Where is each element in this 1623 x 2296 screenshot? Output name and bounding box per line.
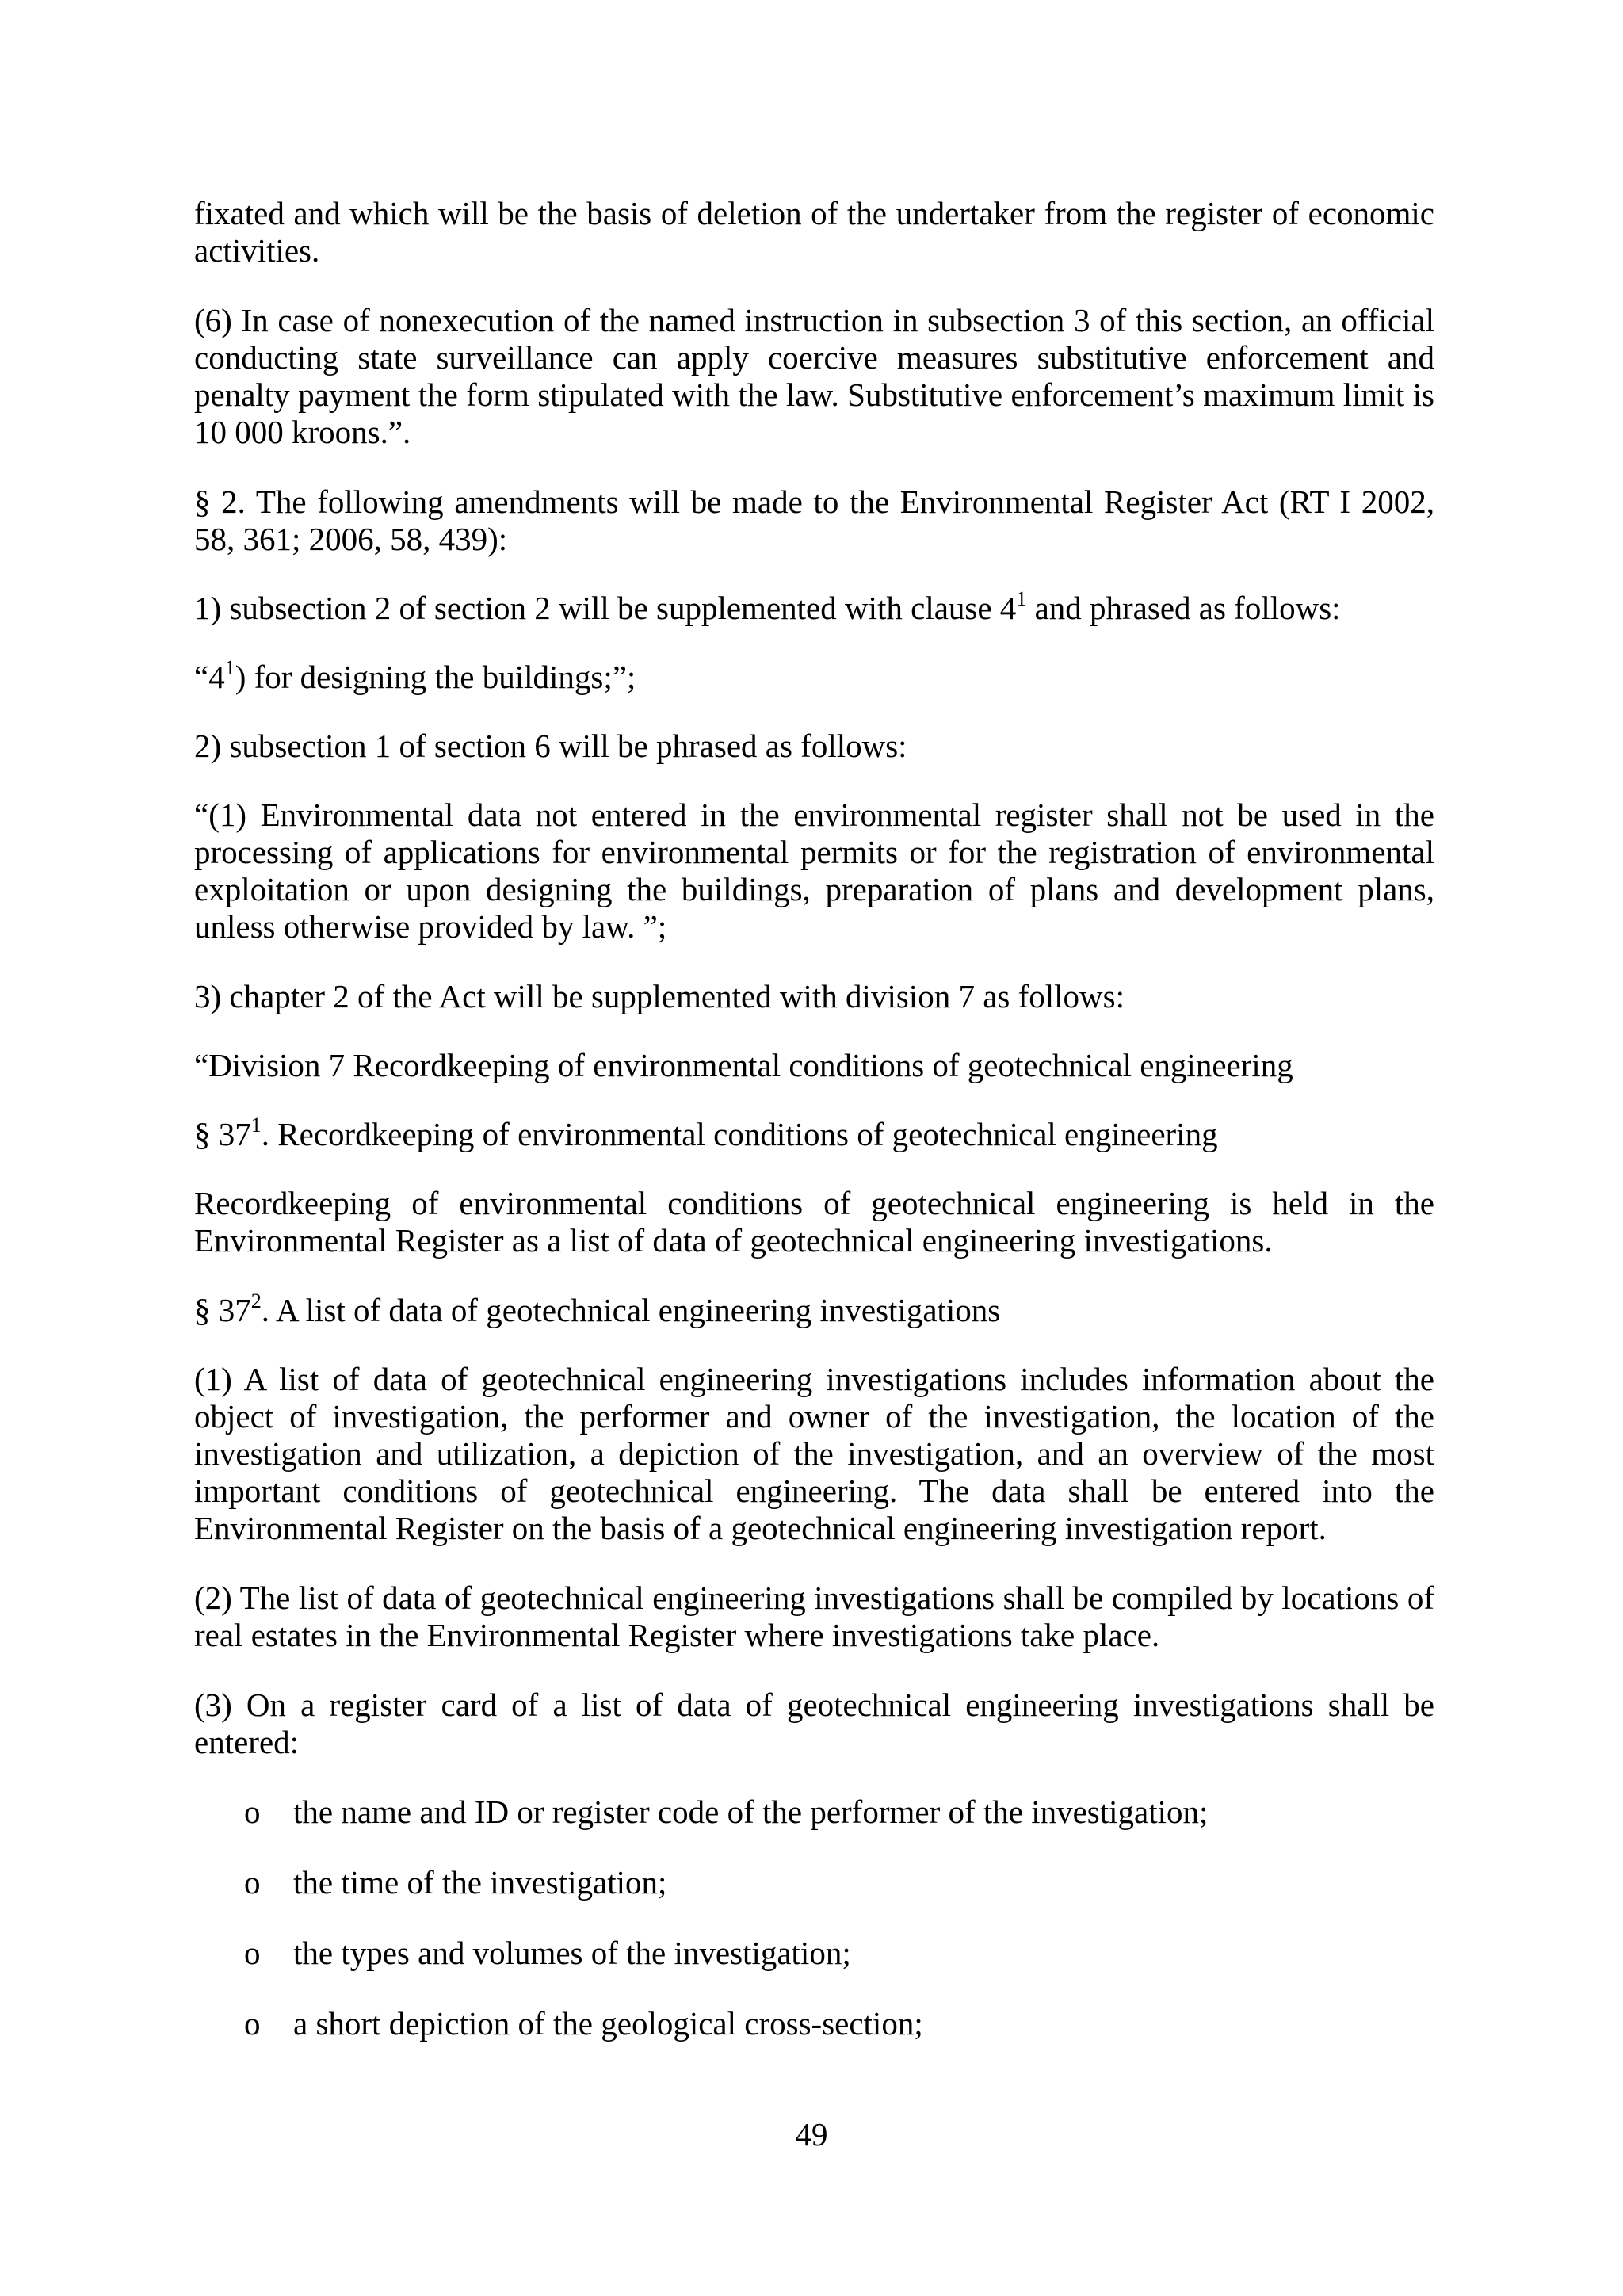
- list-item: [194, 2005, 1434, 2042]
- paragraph-subsection-6: (6) In case of nonexecution of the named instruction in subsection 3 of this section, an official conducting state surveillance can apply coercive measures substitutive enforcement and penalty payment the form stipulated with the law. Substitutive enforcement’s maximum limit is 10 000 kroons.”.: [194, 302, 1434, 450]
- list-item-text: the name and ID or register code of the performer of the investigation;: [293, 1794, 1209, 1830]
- section-37-1-title: . Recordkeeping of environmental conditions of geotechnical engineering: [261, 1116, 1218, 1152]
- section-37-1-heading: [194, 1116, 1434, 1153]
- paragraph-section-2: § 2. The following amendments will be made to the Environmental Register Act (RT I 2002, 58, 361; 2006, 58, 439):: [194, 483, 1434, 557]
- bullet-marker: o: [244, 1864, 261, 1901]
- list-item-text: the types and volumes of the investigation;: [293, 1935, 851, 1971]
- section-37-1-superscript: 1: [250, 1114, 262, 1137]
- clause-1-quote-superscript: 1: [224, 656, 235, 680]
- clause-1-text-end: and phrased as follows:: [1026, 590, 1341, 626]
- subsection-3: (3) On a register card of a list of data of geotechnical engineering investigations shall be entered:: [194, 1687, 1434, 1760]
- page-number: 49: [795, 2116, 828, 2153]
- paragraph-continuation: fixated and which will be the basis of deletion of the undertaker from the register of economic activities.: [194, 195, 1434, 269]
- page-body: [194, 195, 1434, 2076]
- list-item: [194, 1794, 1434, 1831]
- bullet-marker: o: [244, 1935, 261, 1971]
- division-heading: “Division 7 Recordkeeping of environmental conditions of geotechnical engineering: [194, 1047, 1293, 1083]
- subsection-2: (2) The list of data of geotechnical engineering investigations shall be compiled by locations of real estates in the Environmental Register where investigations take place.: [194, 1580, 1434, 1653]
- register-card-list: [194, 1794, 1434, 2042]
- list-item: [194, 1935, 1434, 1972]
- section-37-2-heading: [194, 1289, 1434, 1329]
- bullet-marker: o: [244, 1794, 261, 1830]
- clause-1: [194, 587, 1434, 627]
- list-item: [194, 1864, 1434, 1901]
- clause-1-quote-start: “4: [194, 659, 225, 695]
- subsection-1: (1) A list of data of geotechnical engineering investigations includes information about the object of investigation, the performer and owner of the investigation, the location of the investigation and utilization, a depiction of the investigation, and an overview of the most important conditions of geotechnical engineering. The data shall be entered into the Environmental Register on the basis of a geotechnical engineering investigation report.: [194, 1361, 1434, 1546]
- section-37-2-title: . A list of data of geotechnical engineering investigations: [261, 1292, 1001, 1328]
- clause-1-superscript: 1: [1016, 587, 1027, 611]
- clause-3: 3) chapter 2 of the Act will be supplemented with division 7 as follows:: [194, 978, 1125, 1014]
- section-37-1-text: Recordkeeping of environmental conditions of geotechnical engineering is held in the Environmental Register as a list of data of geotechnical engineering investigations.: [194, 1185, 1434, 1259]
- clause-1-quote: [194, 656, 1434, 696]
- clause-2-quote: “(1) Environmental data not entered in the environmental register shall not be used in the processing of applications for environmental permits or for the registration of environmental exploitation or upon designing the buildings, preparation of plans and development plans, unless otherwise provided by law. ”;: [194, 797, 1434, 945]
- bullet-marker: o: [244, 2005, 261, 2042]
- section-37-1-number: § 37: [194, 1116, 251, 1152]
- clause-2: 2) subsection 1 of section 6 will be phrased as follows:: [194, 728, 907, 764]
- section-37-2-superscript: 2: [250, 1289, 262, 1313]
- clause-1-quote-end: ) for designing the buildings;”;: [235, 659, 636, 695]
- list-item-text: the time of the investigation;: [293, 1864, 667, 1901]
- clause-1-text: 1) subsection 2 of section 2 will be supplemented with clause 4: [194, 590, 1017, 626]
- list-item-text: a short depiction of the geological cross-section;: [293, 2005, 923, 2042]
- section-37-2-number: § 37: [194, 1292, 251, 1328]
